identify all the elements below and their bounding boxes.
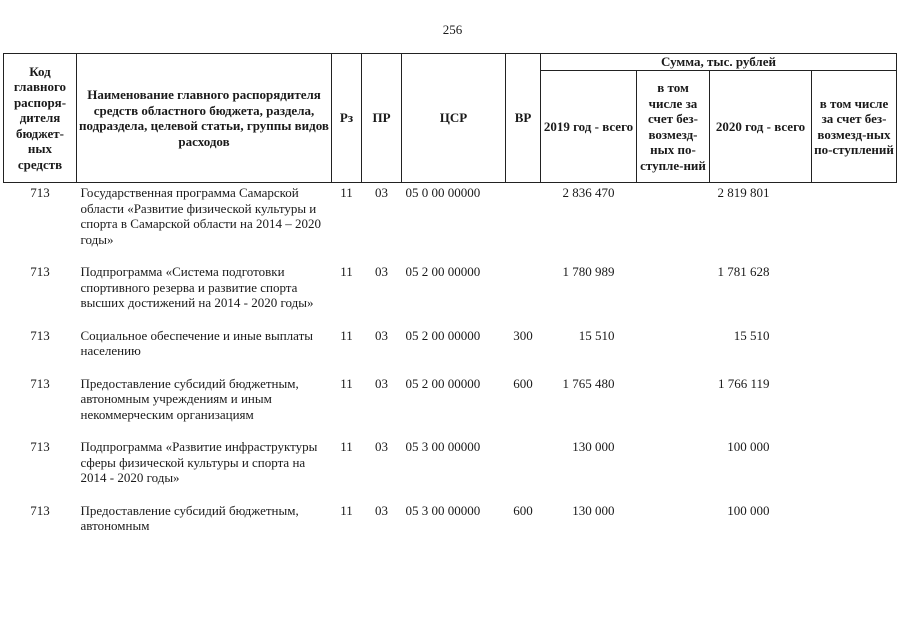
cell-total-2020: 100 000 xyxy=(727,502,770,518)
header-rz: Рз xyxy=(332,54,362,183)
cell-name: Предоставление субсидий бюджетным, автономным xyxy=(80,502,299,533)
cell-csr: 05 3 00 00000 xyxy=(405,439,481,454)
cell-pr: 03 xyxy=(375,375,388,391)
cell-vr xyxy=(506,437,541,501)
cell-free-2020 xyxy=(812,183,897,263)
cell-total-2020: 100 000 xyxy=(727,439,770,454)
cell-code: 713 xyxy=(30,375,50,391)
cell-pr: 03 xyxy=(375,327,388,343)
cell-rz: 11 xyxy=(340,375,353,391)
cell-csr: 05 2 00 00000 xyxy=(405,264,481,279)
cell-vr xyxy=(506,183,541,263)
cell-free-2019 xyxy=(637,326,710,374)
table-row xyxy=(4,262,897,326)
cell-vr: 600 xyxy=(513,502,533,518)
cell-csr: 05 0 00 00000 xyxy=(405,185,481,200)
table-row xyxy=(4,374,897,438)
cell-rz: 11 xyxy=(340,502,353,518)
budget-table xyxy=(3,53,897,549)
cell-name: Социальное обеспечение и иные выплаты населению xyxy=(80,327,314,358)
cell-total-2020: 15 510 xyxy=(733,327,770,343)
header-sum: Сумма, тыс. рублей xyxy=(541,54,897,71)
cell-pr: 03 xyxy=(375,264,388,279)
cell-vr: 300 xyxy=(513,327,533,343)
cell-rz: 11 xyxy=(340,327,353,343)
cell-vr: 600 xyxy=(513,375,533,391)
cell-total-2019: 15 510 xyxy=(578,327,615,343)
cell-rz: 11 xyxy=(340,439,353,454)
cell-free-2019 xyxy=(637,437,710,501)
table-row xyxy=(4,183,897,263)
cell-pr: 03 xyxy=(375,439,388,454)
cell-total-2020: 2 819 801 xyxy=(717,185,770,200)
header-vr: ВР xyxy=(506,54,541,183)
cell-free-2020 xyxy=(812,262,897,326)
cell-free-2019 xyxy=(637,183,710,263)
cell-csr: 05 3 00 00000 xyxy=(405,502,481,518)
cell-code: 713 xyxy=(30,502,50,518)
cell-name: Подпрограмма «Развитие инфраструктуры сферы физической культуры и спорта на 2014 - 2020 годы» xyxy=(80,439,318,485)
cell-total-2019: 1 765 480 xyxy=(562,375,615,391)
cell-code: 713 xyxy=(30,264,50,279)
cell-free-2020 xyxy=(812,374,897,438)
cell-total-2020: 1 781 628 xyxy=(717,264,770,279)
cell-free-2019 xyxy=(637,374,710,438)
header-csr: ЦСР xyxy=(402,54,506,183)
cell-rz: 11 xyxy=(340,185,353,200)
cell-code: 713 xyxy=(30,327,50,343)
cell-total-2019: 130 000 xyxy=(572,439,615,454)
cell-free-2020 xyxy=(812,501,897,549)
table-row xyxy=(4,437,897,501)
cell-code: 713 xyxy=(30,185,50,200)
table-row xyxy=(4,326,897,374)
cell-pr: 03 xyxy=(375,502,388,518)
table-header xyxy=(4,54,897,183)
cell-total-2019: 1 780 989 xyxy=(562,264,615,279)
cell-total-2019: 2 836 470 xyxy=(562,185,615,200)
cell-free-2020 xyxy=(812,437,897,501)
cell-name: Государственная программа Самарской области «Развитие физической культуры и спорта в Самарской области на 2014 – 2020 годы» xyxy=(80,185,321,247)
header-name: Наименование главного распорядителя средств областного бюджета, раздела, подраздела, целевой статьи, группы видов расходов xyxy=(77,54,332,183)
header-total-2020: 2020 год - всего xyxy=(710,71,812,183)
cell-csr: 05 2 00 00000 xyxy=(405,375,481,391)
cell-vr xyxy=(506,262,541,326)
cell-pr: 03 xyxy=(375,185,388,200)
cell-code: 713 xyxy=(30,439,50,454)
cell-free-2019 xyxy=(637,262,710,326)
table-body xyxy=(4,183,897,549)
cell-rz: 11 xyxy=(340,264,353,279)
page-number: 256 xyxy=(442,22,463,37)
cell-total-2020: 1 766 119 xyxy=(717,375,770,391)
cell-total-2019: 130 000 xyxy=(572,502,615,518)
cell-free-2019 xyxy=(637,501,710,549)
cell-free-2020 xyxy=(812,326,897,374)
header-total-2019: 2019 год - всего xyxy=(541,71,637,183)
cell-csr: 05 2 00 00000 xyxy=(405,327,481,343)
table-row xyxy=(4,501,897,549)
header-code: Код главного распоря-дителя бюджет-ных средств xyxy=(4,54,77,183)
header-free-2020: в том числе за счет без-возмезд-ных по-ступлений xyxy=(812,71,897,183)
header-free-2019: в том числе за счет без-возмезд-ных по-ступле-ний xyxy=(637,71,710,183)
cell-name: Предоставление субсидий бюджетным, автономным учреждениям и иным некоммерческим организациям xyxy=(80,375,299,422)
header-pr: ПР xyxy=(362,54,402,183)
cell-name: Подпрограмма «Система подготовки спортивного резерва и развитие спорта высших достижений на 2014 - 2020 годы» xyxy=(80,264,314,310)
